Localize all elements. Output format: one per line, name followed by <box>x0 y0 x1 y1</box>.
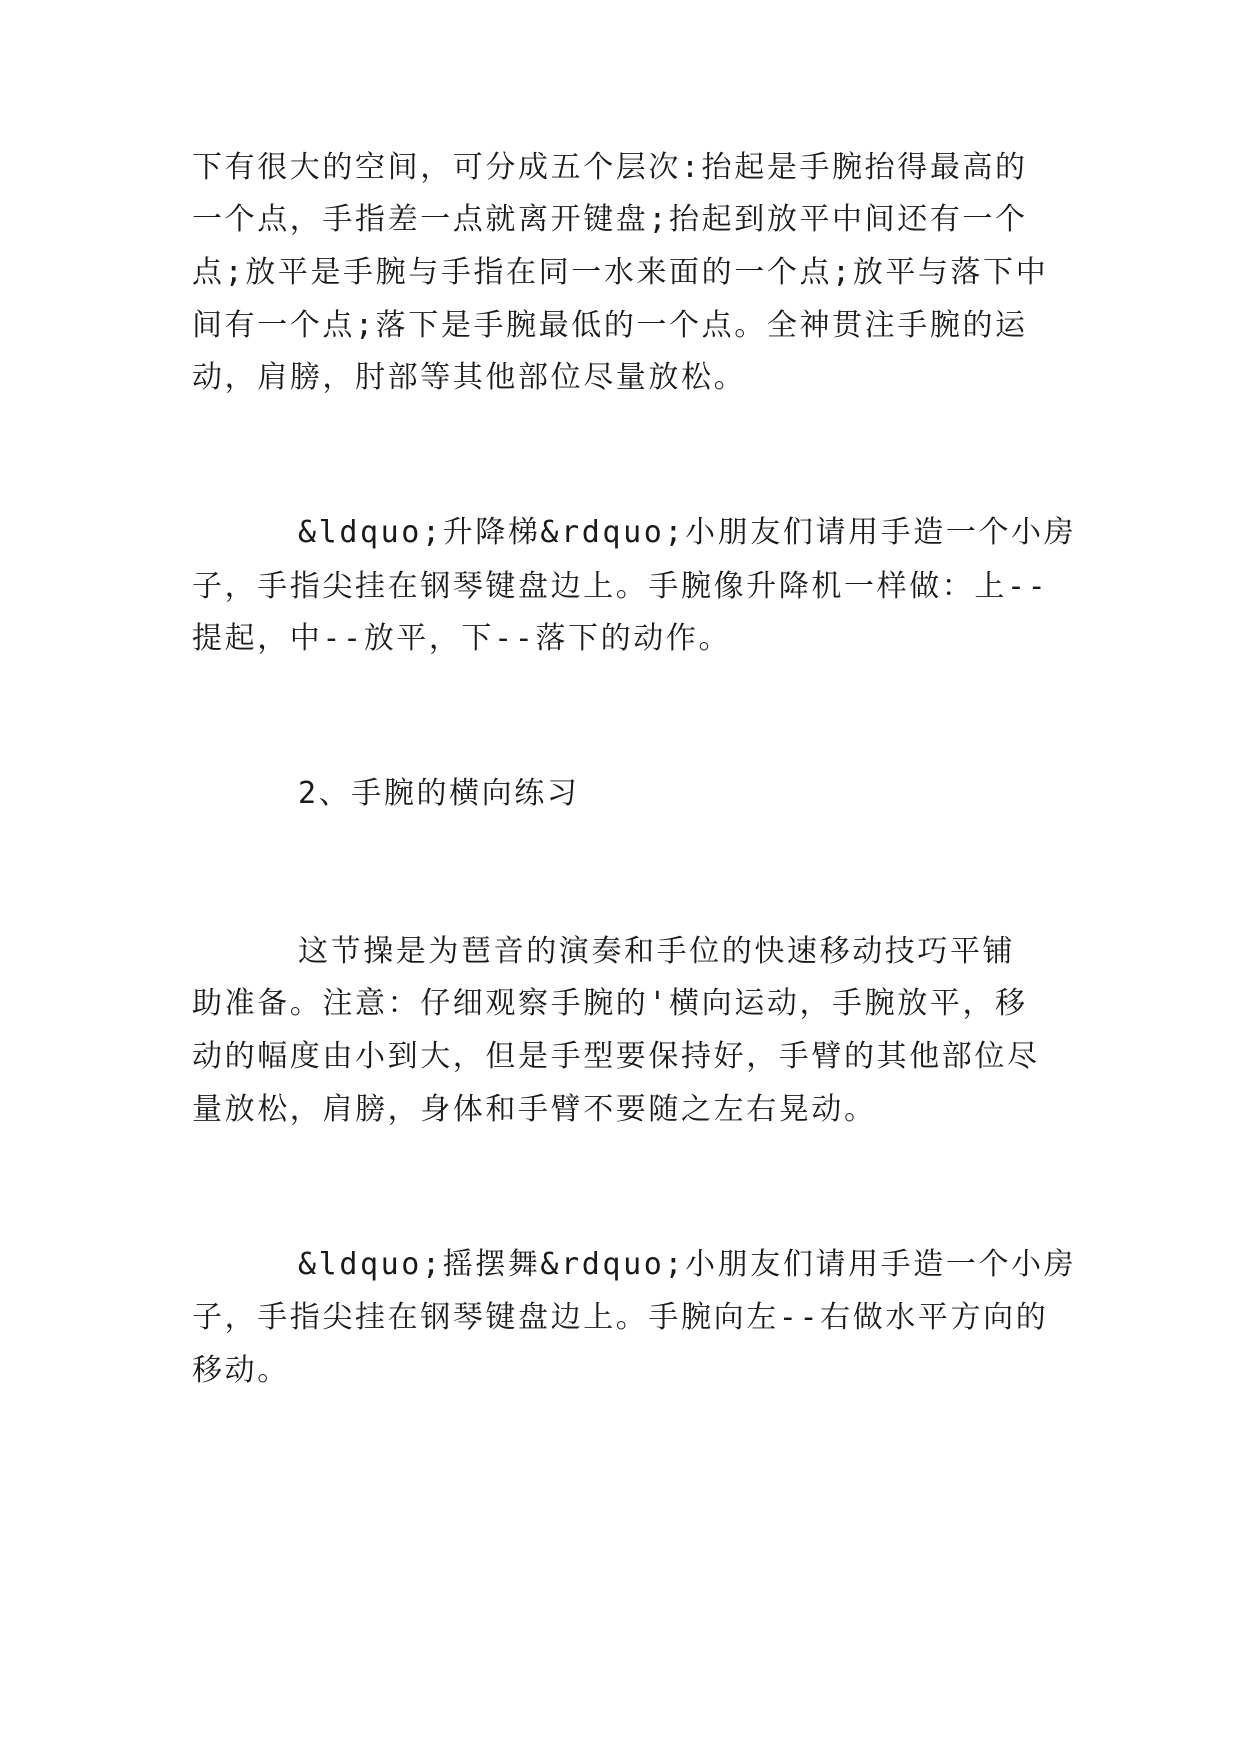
text-line: 动的幅度由小到大，但是手型要保持好，手臂的其他部位尽 <box>192 1039 1040 1074</box>
text-line: &ldquo;升降梯&rdquo;小朋友们请用手造一个小房 <box>298 515 1077 550</box>
text-line: 助准备。注意：仔细观察手腕的'横向运动，手腕放平，移 <box>192 986 1028 1021</box>
text-line: 提起，中--放平，下--落下的动作。 <box>192 621 732 656</box>
text-line: 量放松，肩膀，身体和手臂不要随之左右晃动。 <box>192 1092 877 1127</box>
text-line: 一个点，手指差一点就离开键盘;抬起到放平中间还有一个 <box>192 202 1028 237</box>
text-line: 间有一个点;落下是手腕最低的一个点。全神贯注手腕的运 <box>192 308 1028 343</box>
text-line: &ldquo;摇摆舞&rdquo;小朋友们请用手造一个小房 <box>298 1247 1077 1282</box>
text-line: 下有很大的空间，可分成五个层次:抬起是手腕抬得最高的 <box>192 150 1028 185</box>
text-line: 移动。 <box>192 1353 290 1388</box>
text-line: 动，肩膀，肘部等其他部位尽量放松。 <box>192 360 747 395</box>
text-line: 子，手指尖挂在钢琴键盘边上。手腕向左--右做水平方向的 <box>192 1300 1049 1335</box>
text-line: 这节操是为琶音的演奏和手位的快速移动技巧平铺 <box>298 934 1016 969</box>
text-line: 子，手指尖挂在钢琴键盘边上。手腕像升降机一样做：上-- <box>192 569 1049 604</box>
section-heading: 2、手腕的横向练习 <box>298 776 580 811</box>
text-line: 点;放平是手腕与手指在同一水来面的一个点;放平与落下中 <box>192 255 1049 290</box>
